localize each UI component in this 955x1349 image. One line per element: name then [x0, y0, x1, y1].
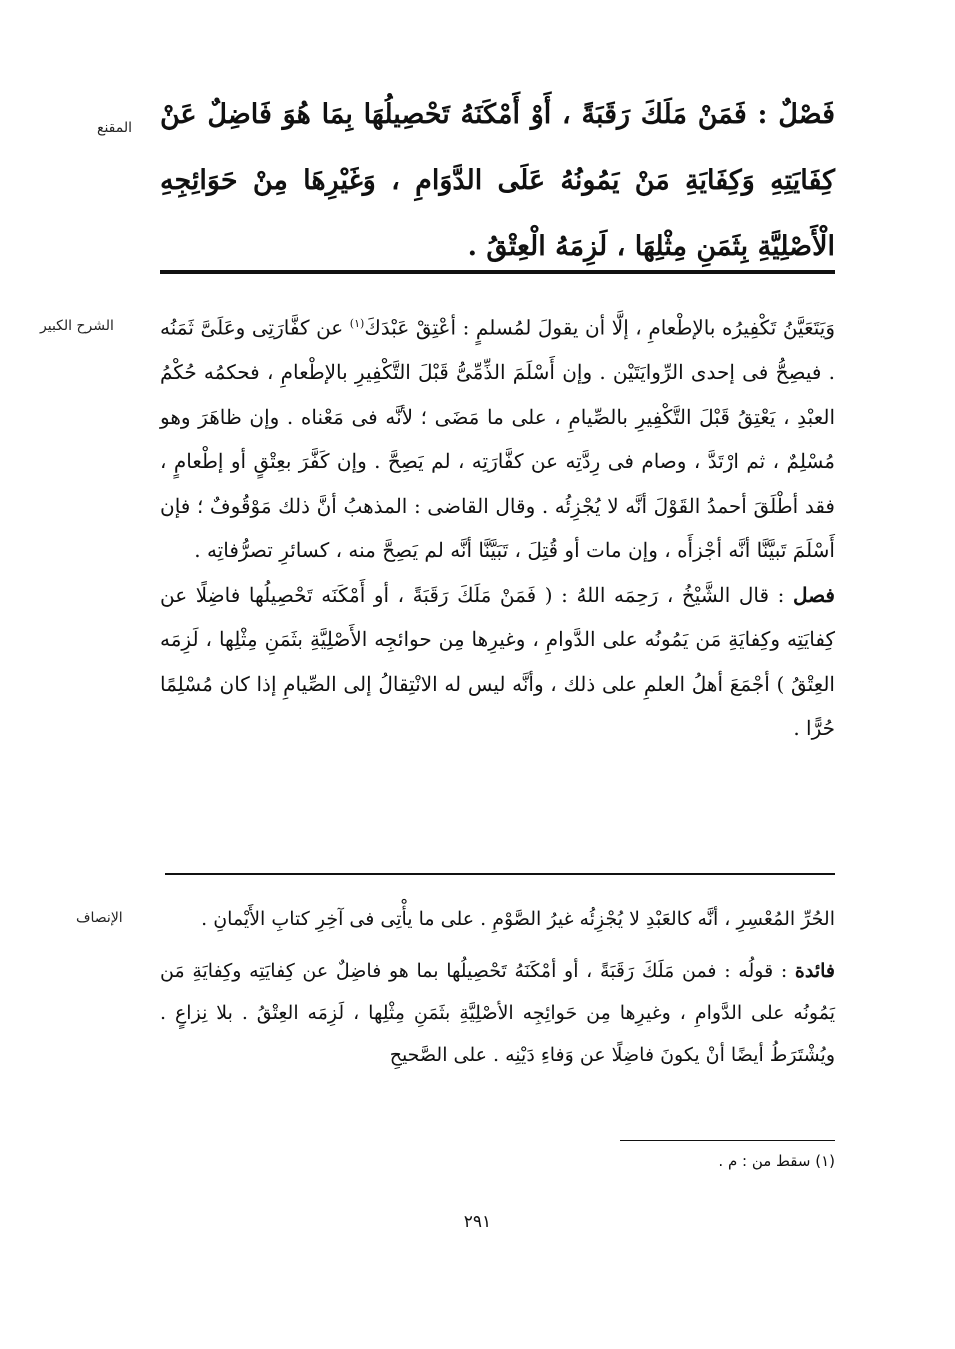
insaf-paragraph-2: [160, 950, 835, 1076]
sharh-para1-part-a: وَيَتَعَيَّنُ تَكْفِيرُه بالإطْعامِ ، إلَّا أن يقولَ لمُسلمٍ : أعْتِقْ عَبْدَكَ: [364, 315, 835, 340]
sharh-paragraph-2: [160, 573, 835, 751]
insaf-text-block: [160, 898, 835, 1076]
sharh-para1-part-b: عن كفَّارَتِى وعَلَىَّ ثَمَنُه . فيصِحُّ فى إحدى الرِّوايَتَيْن . وإن أَسْلَمَ الذِّمِّىُّ قَبْلَ التَّكْفِيرِ بالإطْعامِ ، فحكمُه حُكْمُ العبْدِ ، يَعْتِقُ قَبْلَ التَّكْفِيرِ بالصِّيامِ ، على ما مَضَى ؛ لأنَّه فى مَعْناه . وإن ظاهَرَ وهو مُسْلِمٌ ، ثم ارْتَدَّ ، وصام فى رِدَّتِه عن كفَّارَتِه ، لم يَصِحَّ . وإن كَفَّرَ بعِتْقٍ أو إطْعامٍ ، فقد أطْلَقَ أحمدُ القَوْلَ أنَّه لا يُجْزِئُه . وقال القاضى : المذهبُ أنَّ ذلك مَوْقُوفٌ ؛ فإن أَسْلَمَ تَبيَّنَّا أنَّه أجْزأَه ، وإن مات أو قُتِلَ ، تَبَيَّنَّا أنَّه لم يَصِحَّ منه ، كسائرِ تصرُّفاتِه .: [160, 315, 835, 563]
fasl-keyword: فصل: [792, 582, 835, 607]
sharh-paragraph-1: [160, 302, 835, 573]
footnote-marker: (١): [349, 317, 365, 330]
footnote-rule: [620, 1140, 835, 1141]
source-label-sharh: الشرح الكبير: [40, 318, 114, 334]
faida-keyword: فائدة: [794, 960, 835, 982]
section-divider: [165, 873, 835, 875]
thick-divider: [160, 270, 835, 274]
page-number: ٢٩١: [463, 1212, 492, 1232]
sharh-text-block: [160, 302, 835, 751]
insaf-para2-body: : قولُه : فمن مَلَكَ رَقَبَةً ، أو أمْكَنَهُ تَحْصِيلُها بما هو فاضِلٌ عن كِفايَتِه وكِفايَةِ مَن يَمُونُه على الدَّوامِ ، وغيرِها مِن حَوائِجِه الأصْلِيَّةِ بثَمَنِ مِثْلِها ، لَزِمَه العِتْقُ . بلا نِزاعٍ . ويُشْتَرَطُ أيضًا أنْ يكونَ فاضِلًا عن وَفاءِ دَيْنِه . على الصَّحيحِ: [160, 960, 835, 1066]
muqni-paragraph: [160, 82, 835, 280]
muqni-text-block: [160, 82, 835, 280]
source-label-muqni: المقنع: [97, 120, 133, 136]
insaf-paragraph-1: الحُرِّ المُعْسِرِ ، أنَّه كالعَبْدِ لا يُجْزِئُه غيرُ الصَّوْمِ . على ما يأْتِى فى آخِرِ كتابِ الأَيْمانِ .: [201, 908, 835, 930]
source-label-insaf: الإنصاف: [76, 910, 123, 926]
muqni-body: : فَمَنْ مَلَكَ رَقَبَةً ، أَوْ أَمْكَنَهُ تَحْصِيلُهَا بِمَا هُوَ فَاضِلٌ عَنْ كِفَايَتِهِ وَكِفَايَةِ مَنْ يَمُونُهُ عَلَى الدَّوَامِ ، وَغَيْرِهَا مِنْ حَوَائِجِهِ الْأَصْلِيَّةِ بِثَمَنِ مِثْلِهَا ، لَزِمَهُ الْعِتْقُ .: [160, 99, 835, 262]
sharh-para2-body: : قال الشَّيْخُ ، رَحِمَه اللهُ : ( فَمَنْ مَلَكَ رَقَبَةً ، أو أَمْكَنَه تَحْصِيلُها فاضِلًا عن كِفايَتِه وكِفايَةِ مَن يَمُونُه على الدَّوامِ ، وغيرِها مِن حوائجِه الأَصْلِيَّةِ بثَمَنِ مِثْلِها ، لَزِمَه العِتْقُ ) أجْمَعَ أهلُ العلمِ على ذلك ، وأنَّه ليس له الانْتِقالُ إلى الصِّيامِ إذا كان مُسْلِمًا حُرًّا .: [160, 582, 835, 741]
footnote: (١) سقط من : م .: [718, 1152, 835, 1170]
section-keyword: فَصْلٌ: [778, 99, 835, 130]
